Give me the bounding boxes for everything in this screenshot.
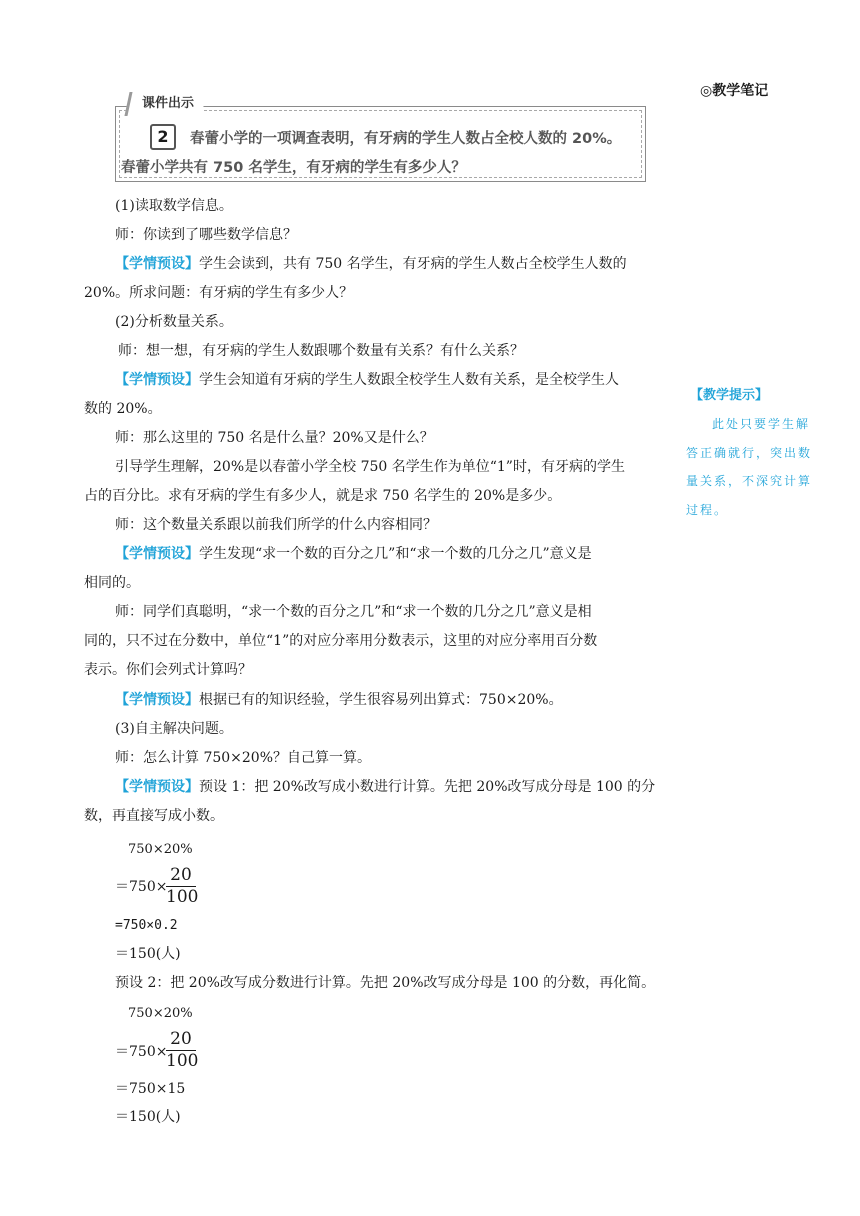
calc2-line-1: 750×20% <box>128 1006 193 1021</box>
calc2-line-3: ＝750×15 <box>115 1081 186 1097</box>
body-line: 师：同学们真聪明，“求一个数的百分之几”和“求一个数的几分之几”意义是相 <box>115 604 592 620</box>
body-line: 师：你读到了哪些数学信息？ <box>115 227 297 243</box>
preset-tag: 【学情预设】 <box>115 779 199 795</box>
problem-text-line-1: 春蕾小学的一项调查表明，有牙病的学生人数占全校人数的 20%。 <box>190 131 622 147</box>
teaching-tip-line: 答正确就行，突出数 <box>686 446 813 460</box>
body-line: 引导学生理解，20%是以春蕾小学全校 750 名学生作为单位“1”时，有牙病的学生 <box>115 459 625 475</box>
body-line: 数，再直接写成小数。 <box>84 808 224 824</box>
problem-number: 2 <box>150 124 176 150</box>
body-line: 师：想一想，有牙病的学生人数跟哪个数量有关系？有什么关系？ <box>118 343 524 359</box>
calc1-line-3: =750×0.2 <box>115 918 178 933</box>
calc1-line-1: 750×20% <box>128 842 193 857</box>
body-line: 20%。所求问题：有牙病的学生有多少人？ <box>84 285 354 301</box>
teaching-tip-line: 过程。 <box>686 503 729 517</box>
body-line: 师：这个数量关系跟以前我们所学的什么内容相同？ <box>115 517 437 533</box>
teaching-tip-title: 【教学提示】 <box>690 388 769 403</box>
preset-tag: 【学情预设】 <box>115 692 199 708</box>
body-line: 【学情预设】学生发现“求一个数的百分之几”和“求一个数的几分之几”意义是 <box>115 546 592 562</box>
body-line: 表示。你们会列式计算吗？ <box>84 662 252 678</box>
body-line: 【学情预设】学生会读到，共有 750 名学生，有牙病的学生人数占全校学生人数的 <box>115 256 627 272</box>
preset-tag: 【学情预设】 <box>115 546 199 562</box>
body-line: 【学情预设】根据已有的知识经验，学生很容易列出算式：750×20%。 <box>115 692 563 708</box>
preset-tag: 【学情预设】 <box>115 372 199 388</box>
fraction-denominator: 100 <box>166 1051 199 1071</box>
body-line: 师：怎么计算 750×20%？自己算一算。 <box>115 750 372 766</box>
calc2-line-2: ＝750× <box>115 1044 168 1060</box>
fraction-denominator: 100 <box>166 887 199 907</box>
body-line: 【学情预设】预设 1：把 20%改写成小数进行计算。先把 20%改写成分母是 100 的分 <box>115 779 656 795</box>
teaching-tip-line: 量关系，不深究计算 <box>686 474 813 488</box>
teaching-notes-title: ◎教学笔记 <box>700 83 769 99</box>
teaching-tip-line: 此处只要学生解 <box>712 417 811 431</box>
courseware-label: 课件出示 <box>124 92 206 116</box>
preset-tag: 【学情预设】 <box>115 256 199 272</box>
calc1-line-4: ＝150(人) <box>115 946 181 962</box>
body-line: 【学情预设】学生会知道有牙病的学生人数跟全校学生人数有关系，是全校学生人 <box>115 372 619 388</box>
body-line: (2)分析数量关系。 <box>115 314 233 330</box>
fraction-numerator: 20 <box>170 865 192 885</box>
courseware-box <box>115 92 646 182</box>
problem-text-line-2: 春蕾小学共有 750 名学生，有牙病的学生有多少人？ <box>121 160 466 176</box>
calc1-line-2: ＝750× <box>115 879 168 895</box>
body-line: 同的，只不过在分数中，单位“1”的对应分率用分数表示，这里的对应分率用百分数 <box>84 633 598 649</box>
body-line: 师：那么这里的 750 名是什么量？20%又是什么？ <box>115 430 434 446</box>
calc1-fraction <box>166 865 199 907</box>
preset-2-line: 预设 2：把 20%改写成分数进行计算。先把 20%改写成分母是 100 的分数，再化简。 <box>115 975 656 991</box>
fraction-numerator: 20 <box>170 1029 192 1049</box>
body-line: (1)读取数学信息。 <box>115 198 233 214</box>
calc2-line-4: ＝150(人) <box>115 1109 181 1125</box>
body-line: 占的百分比。求有牙病的学生有多少人，就是求 750 名学生的 20%是多少。 <box>84 488 562 504</box>
body-line: 数的 20%。 <box>84 401 162 417</box>
body-line: 相同的。 <box>84 575 140 591</box>
body-line: (3)自主解决问题。 <box>115 721 233 737</box>
calc2-fraction <box>166 1029 199 1071</box>
